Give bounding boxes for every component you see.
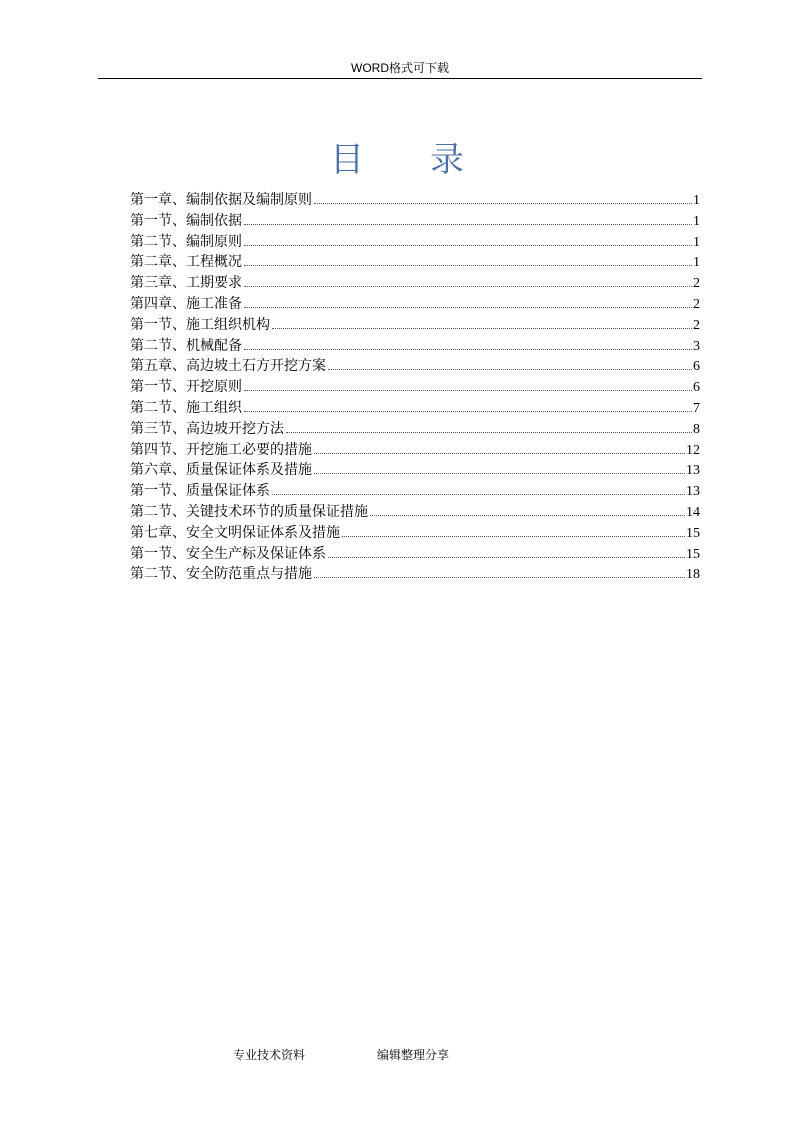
toc-entry[interactable] bbox=[130, 356, 700, 377]
toc-entry[interactable] bbox=[130, 211, 700, 232]
toc-dot-leader bbox=[244, 348, 692, 350]
toc-entry-title: 第六章、质量保证体系及措施 bbox=[130, 462, 312, 479]
toc-dot-leader bbox=[328, 556, 685, 558]
page-header: WORD格式可下载 bbox=[98, 60, 702, 79]
toc-entry-page-number: 1 bbox=[693, 193, 700, 208]
toc-entry-title: 第四章、施工准备 bbox=[130, 295, 242, 312]
toc-entry-page-number: 7 bbox=[693, 400, 700, 416]
toc-dot-leader bbox=[244, 264, 692, 266]
footer-left: 专业技术资料 bbox=[233, 1048, 306, 1062]
toc-entry-page-number: 1 bbox=[693, 213, 700, 229]
toc-entry-page-number: 8 bbox=[693, 421, 700, 437]
toc-dot-leader bbox=[244, 306, 692, 308]
toc-entry-title: 第二节、机械配备 bbox=[130, 337, 242, 354]
toc-entry[interactable] bbox=[130, 190, 700, 211]
toc-entry-page-number: 15 bbox=[686, 546, 700, 562]
toc-dot-leader bbox=[342, 535, 685, 537]
toc-dot-leader bbox=[314, 576, 685, 578]
toc-entry-title: 第七章、安全文明保证体系及措施 bbox=[130, 524, 340, 541]
toc-entry[interactable] bbox=[130, 523, 700, 544]
toc-title-char-2: 录 bbox=[430, 140, 464, 180]
toc-entry-page-number: 2 bbox=[693, 317, 700, 333]
toc-dot-leader bbox=[244, 285, 692, 287]
toc-entry-page-number: 2 bbox=[693, 276, 700, 292]
toc-entry-page-number: 1 bbox=[693, 234, 700, 250]
toc-entry-title: 第三章、工期要求 bbox=[130, 275, 242, 292]
toc-dot-leader bbox=[244, 410, 692, 412]
toc-entry-page-number: 6 bbox=[693, 380, 700, 396]
toc-entry-page-number: 13 bbox=[686, 484, 700, 500]
toc-entry[interactable] bbox=[130, 315, 700, 336]
toc-dot-leader bbox=[244, 244, 692, 246]
table-of-contents bbox=[130, 190, 700, 585]
toc-entry-title: 第二节、关键技术环节的质量保证措施 bbox=[130, 503, 368, 520]
toc-dot-leader bbox=[328, 368, 692, 370]
toc-title-char-1: 目 bbox=[330, 140, 364, 180]
toc-entry[interactable] bbox=[130, 502, 700, 523]
toc-entry-page-number: 12 bbox=[686, 442, 700, 458]
toc-dot-leader bbox=[244, 223, 692, 225]
toc-entry-page-number: 3 bbox=[693, 338, 700, 354]
toc-entry[interactable] bbox=[130, 440, 700, 461]
toc-entry-page-number: 6 bbox=[693, 359, 700, 375]
toc-entry[interactable] bbox=[130, 336, 700, 357]
toc-dot-leader bbox=[272, 327, 692, 329]
toc-entry-title: 第五章、高边坡土石方开挖方案 bbox=[130, 358, 326, 375]
toc-dot-leader bbox=[314, 472, 685, 474]
toc-entry-title: 第二节、编制原则 bbox=[130, 233, 242, 250]
toc-entry-title: 第一节、安全生产标及保证体系 bbox=[130, 545, 326, 562]
footer-right: 编辑整理分享 bbox=[377, 1048, 450, 1062]
toc-entry[interactable] bbox=[130, 232, 700, 253]
toc-entry[interactable] bbox=[130, 460, 700, 481]
toc-entry-page-number: 13 bbox=[686, 463, 700, 479]
toc-entry-title: 第一章、编制依据及编制原则 bbox=[130, 192, 312, 208]
toc-entry-page-number: 18 bbox=[686, 567, 700, 583]
toc-entry-page-number: 14 bbox=[686, 504, 700, 520]
toc-entry[interactable] bbox=[130, 419, 700, 440]
toc-entry-title: 第二章、工程概况 bbox=[130, 254, 242, 271]
toc-dot-leader bbox=[314, 202, 692, 204]
toc-entry[interactable] bbox=[130, 252, 700, 273]
toc-entry-page-number: 1 bbox=[693, 255, 700, 271]
toc-dot-leader bbox=[272, 493, 685, 495]
toc-entry-page-number: 15 bbox=[686, 525, 700, 541]
toc-entry[interactable] bbox=[130, 564, 700, 585]
toc-entry[interactable] bbox=[130, 377, 700, 398]
toc-entry-title: 第一节、施工组织机构 bbox=[130, 316, 270, 333]
toc-dot-leader bbox=[244, 389, 692, 391]
toc-dot-leader bbox=[314, 452, 685, 454]
toc-entry-title: 第一节、编制依据 bbox=[130, 212, 242, 229]
toc-title bbox=[0, 140, 794, 180]
toc-entry[interactable] bbox=[130, 294, 700, 315]
toc-entry-title: 第三节、高边坡开挖方法 bbox=[130, 420, 284, 437]
toc-entry-title: 第二节、安全防范重点与措施 bbox=[130, 566, 312, 583]
toc-entry[interactable] bbox=[130, 273, 700, 294]
toc-entry-page-number: 2 bbox=[693, 296, 700, 312]
toc-entry-title: 第一节、质量保证体系 bbox=[130, 483, 270, 500]
toc-entry[interactable] bbox=[130, 544, 700, 565]
toc-entry-title: 第二节、施工组织 bbox=[130, 399, 242, 416]
toc-entry[interactable] bbox=[130, 481, 700, 502]
toc-entry-title: 第一节、开挖原则 bbox=[130, 379, 242, 396]
toc-entry[interactable] bbox=[130, 398, 700, 419]
toc-entry-title: 第四节、开挖施工必要的措施 bbox=[130, 441, 312, 458]
toc-dot-leader bbox=[286, 431, 692, 433]
toc-dot-leader bbox=[370, 514, 685, 516]
